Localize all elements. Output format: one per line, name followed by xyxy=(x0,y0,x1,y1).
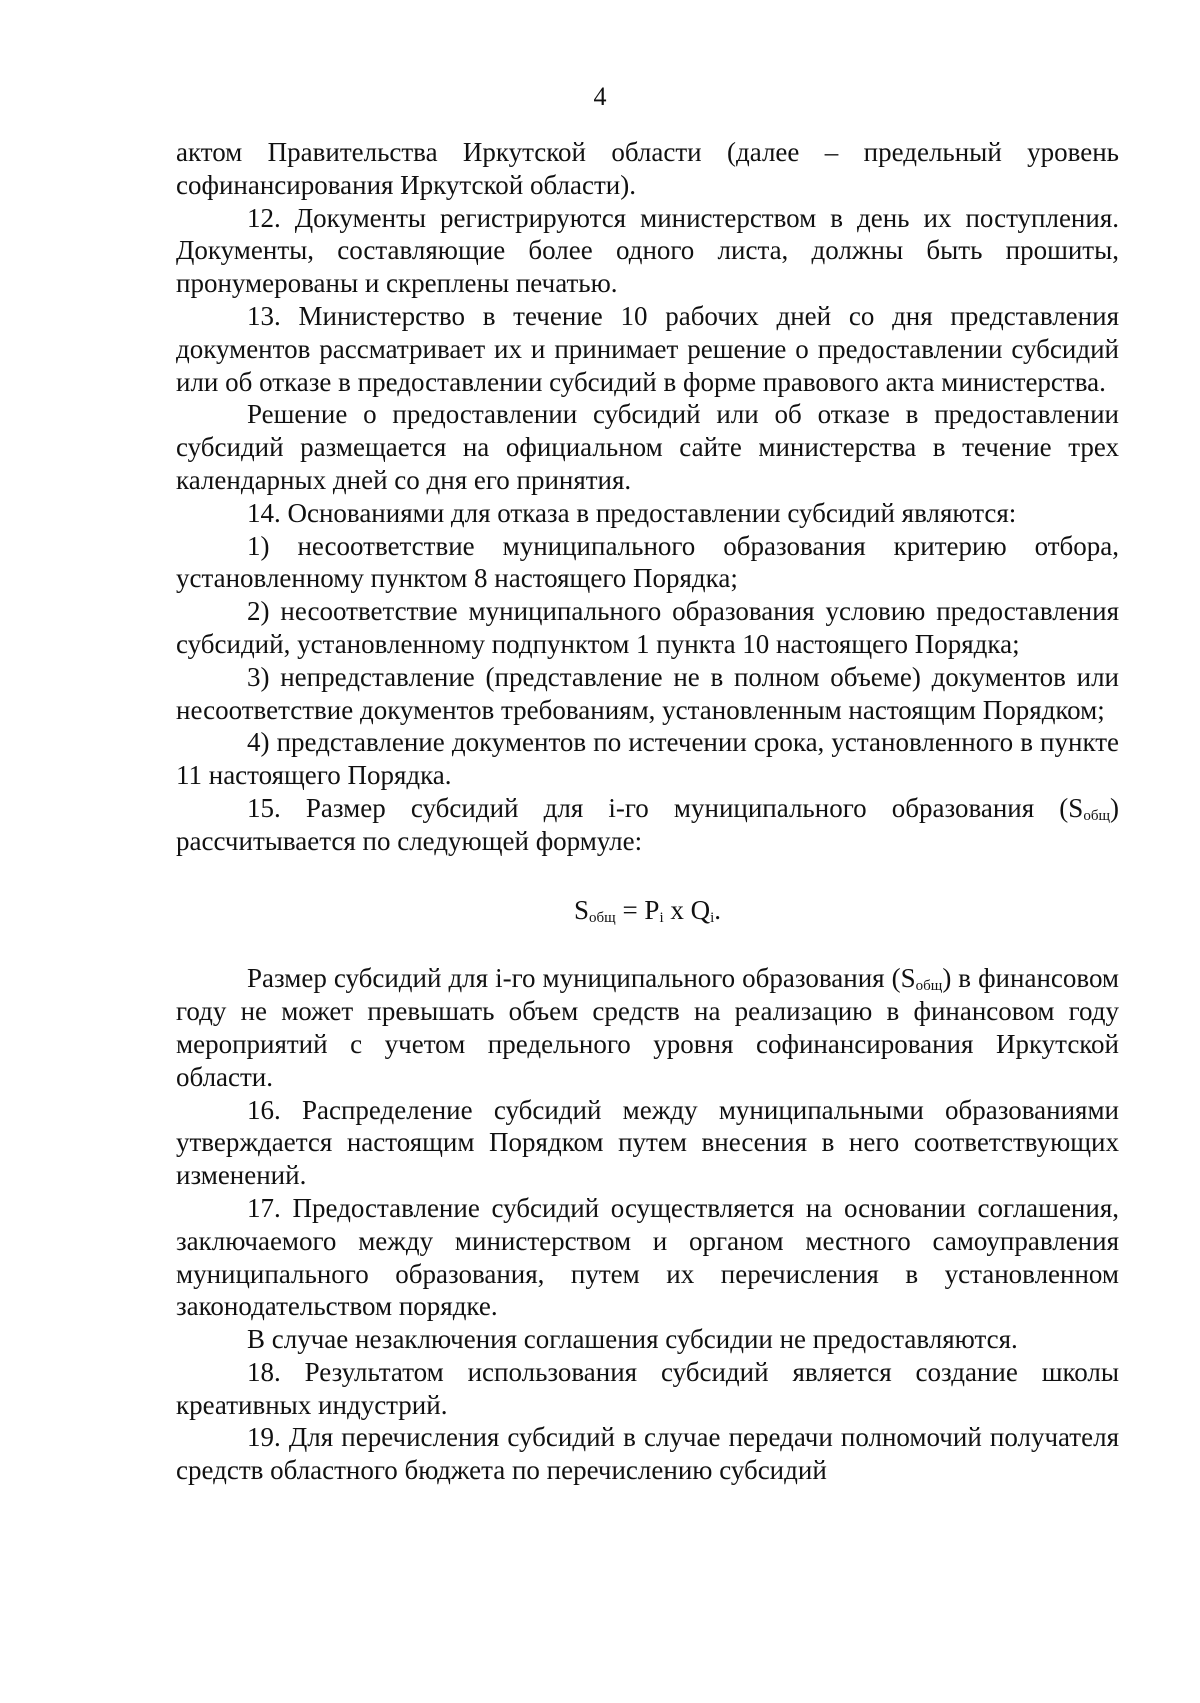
paragraph-13-decision: Решение о предоставлении субсидий или об отказе в предоставлении субсидий размещается на официальном сайте министерства в течение трех календарных дней со дня его принятия. xyxy=(176,399,1119,495)
paragraph-14-item-1: 1) несоответствие муниципального образования критерию отбора, установленному пунктом 8 настоящего Порядка; xyxy=(176,530,1119,594)
paragraph-subsidy-size xyxy=(176,962,1119,1093)
formula-q-subscript: i xyxy=(710,909,715,926)
formula-s-subscript: общ xyxy=(589,909,616,926)
paragraph-18: 18. Результатом использования субсидий является создание школы креативных индустрий. xyxy=(176,1356,1119,1420)
paragraph-12: 12. Документы регистрируются министерством в день их поступления. Документы, составляющие более одного листа, должны быть прошиты, пронумерованы и скреплены печатью. xyxy=(176,202,1119,299)
formula-times-q: x Q xyxy=(663,894,711,925)
formula-s: S xyxy=(573,894,589,925)
formula xyxy=(176,894,1119,927)
paragraph-19: 19. Для перечисления субсидий в случае передачи полномочий получателя средств областного бюджета по перечислению субсидий xyxy=(176,1422,1119,1486)
paragraph-14: 14. Основаниями для отказа в предоставлении субсидий являются: xyxy=(247,497,1017,528)
paragraph-15-subscript: общ xyxy=(1083,807,1110,824)
formula-end: . xyxy=(714,894,722,925)
paragraph-17-no-agreement: В случае незаключения соглашения субсидии не предоставляются. xyxy=(247,1324,1018,1355)
paragraph-subsidy-size-subscript: общ xyxy=(915,978,943,995)
paragraph-13: 13. Министерство в течение 10 рабочих дней со дня представления документов рассматривает их и принимает решение о предоставлении субсидий или об отказе в предоставлении субсидий в форме правового акта министерства. xyxy=(176,300,1119,397)
paragraph-17: 17. Предоставление субсидий осуществляется на основании соглашения, заключаемого между министерством и органом местного самоуправления муниципального образования, путем их перечисления в установленном законодательством порядке. xyxy=(176,1192,1119,1322)
paragraph-continuation: актом Правительства Иркутской области (далее – предельный уровень софинансирования Иркутской области). xyxy=(176,137,1119,200)
paragraph-14-item-2: 2) несоответствие муниципального образования условию предоставления субсидий, установленному подпунктом 1 пункта 10 настоящего Порядка; xyxy=(176,596,1119,659)
paragraph-14-item-3: 3) непредставление (представление не в полном объеме) документов или несоответствие документов требованиям, установленным настоящим Порядком; xyxy=(176,661,1119,725)
paragraph-16: 16. Распределение субсидий между муниципальными образованиями утверждается настоящим Порядком путем внесения в него соответствующих изменений. xyxy=(176,1094,1119,1191)
paragraph-14-item-4: 4) представление документов по истечении срока, установленного в пункте 11 настоящего Порядка. xyxy=(176,727,1119,791)
page-number: 4 xyxy=(593,82,607,111)
paragraph-subsidy-size-text-a: Размер субсидий для i-го муниципального образования (S xyxy=(247,963,916,994)
document-body xyxy=(176,136,1119,1487)
paragraph-15 xyxy=(176,792,1119,858)
formula-p-subscript: i xyxy=(659,909,664,926)
formula-equals-p: = P xyxy=(615,894,660,925)
paragraph-15-text-a: 15. Размер субсидий для i-го муниципального образования (S xyxy=(247,792,1084,823)
paragraph-subsidy-size-text-b: ) в финансовом году не может превышать объем средств на реализацию в финансовом году мероприятий с учетом предельного уровня софинансирования Иркутской области. xyxy=(176,963,1120,1092)
paragraph-15-text-b: ) рассчитывается по следующей формуле: xyxy=(176,792,1119,856)
